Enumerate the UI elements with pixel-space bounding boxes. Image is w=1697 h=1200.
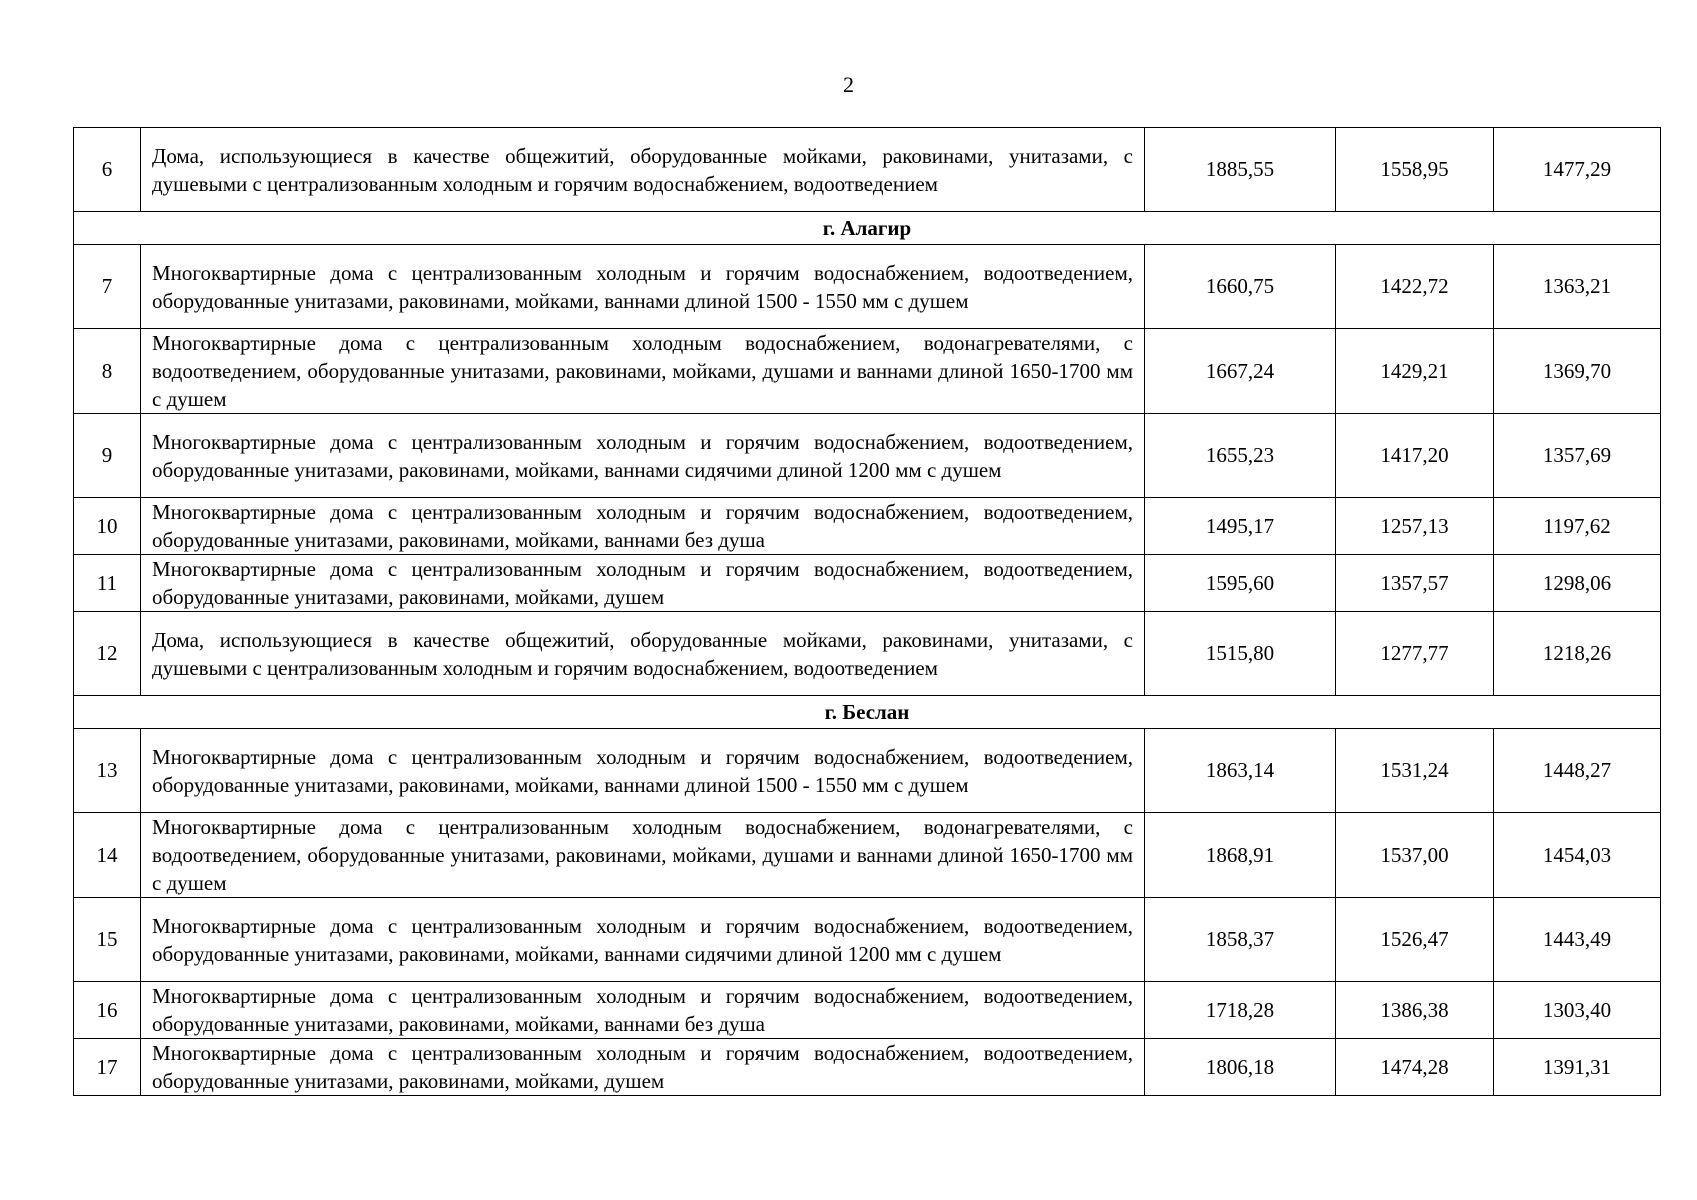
row-number: 17: [74, 1039, 141, 1096]
row-number: 14: [74, 813, 141, 898]
row-description: Дома, использующиеся в качестве общежитий, оборудованные мойками, раковинами, унитазами, с душевыми с централизованным холодным и горячим водоснабжением, водоотведением: [141, 612, 1145, 696]
row-value-1: 1863,14: [1145, 729, 1336, 813]
row-number: 10: [74, 498, 141, 555]
row-number: 16: [74, 982, 141, 1039]
table-row: [74, 128, 1661, 212]
row-number: 9: [74, 414, 141, 498]
row-value-3: 1477,29: [1494, 128, 1661, 212]
tariff-table-body: [74, 128, 1661, 1096]
row-description: Дома, использующиеся в качестве общежитий, оборудованные мойками, раковинами, унитазами, с душевыми с централизованным холодным и горячим водоснабжением, водоотведением: [141, 128, 1145, 212]
table-row: [74, 414, 1661, 498]
section-title: г. Алагир: [74, 212, 1661, 245]
row-value-2: 1474,28: [1336, 1039, 1494, 1096]
row-value-1: 1660,75: [1145, 245, 1336, 329]
section-title: г. Беслан: [74, 696, 1661, 729]
row-description: Многоквартирные дома с централизованным холодным и горячим водоснабжением, водоотведением, оборудованные унитазами, раковинами, мойками, ваннами длиной 1500 - 1550 мм с душем: [141, 245, 1145, 329]
row-number: 7: [74, 245, 141, 329]
table-row: [74, 555, 1661, 612]
row-value-1: 1655,23: [1145, 414, 1336, 498]
row-value-1: 1806,18: [1145, 1039, 1336, 1096]
row-value-3: 1448,27: [1494, 729, 1661, 813]
section-header-row: [74, 696, 1661, 729]
table-row: [74, 982, 1661, 1039]
row-value-3: 1298,06: [1494, 555, 1661, 612]
row-value-1: 1667,24: [1145, 329, 1336, 414]
row-value-3: 1303,40: [1494, 982, 1661, 1039]
row-description: Многоквартирные дома с централизованным холодным и горячим водоснабжением, водоотведением, оборудованные унитазами, раковинами, мойками, ваннами без душа: [141, 498, 1145, 555]
table-row: [74, 329, 1661, 414]
row-number: 12: [74, 612, 141, 696]
row-description: Многоквартирные дома с централизованным холодным и горячим водоснабжением, водоотведением, оборудованные унитазами, раковинами, мойками, ваннами сидячими длиной 1200 мм с душем: [141, 414, 1145, 498]
row-description: Многоквартирные дома с централизованным холодным водоснабжением, водонагревателями, с водоотведением, оборудованные унитазами, раковинами, мойками, душами и ваннами длиной 1650-1700 мм с душем: [141, 329, 1145, 414]
row-value-3: 1391,31: [1494, 1039, 1661, 1096]
table-row: [74, 898, 1661, 982]
row-value-1: 1885,55: [1145, 128, 1336, 212]
row-value-2: 1422,72: [1336, 245, 1494, 329]
row-value-2: 1526,47: [1336, 898, 1494, 982]
table-row: [74, 813, 1661, 898]
page-number: 2: [843, 72, 854, 97]
row-value-1: 1858,37: [1145, 898, 1336, 982]
row-value-1: 1515,80: [1145, 612, 1336, 696]
table-row: [74, 245, 1661, 329]
row-value-2: 1537,00: [1336, 813, 1494, 898]
row-value-2: 1558,95: [1336, 128, 1494, 212]
table-row: [74, 612, 1661, 696]
row-value-3: 1218,26: [1494, 612, 1661, 696]
row-value-1: 1868,91: [1145, 813, 1336, 898]
row-value-2: 1386,38: [1336, 982, 1494, 1039]
row-number: 6: [74, 128, 141, 212]
row-value-1: 1595,60: [1145, 555, 1336, 612]
row-number: 8: [74, 329, 141, 414]
row-value-3: 1363,21: [1494, 245, 1661, 329]
row-value-3: 1197,62: [1494, 498, 1661, 555]
row-number: 15: [74, 898, 141, 982]
row-value-3: 1443,49: [1494, 898, 1661, 982]
row-description: Многоквартирные дома с централизованным холодным и горячим водоснабжением, водоотведением, оборудованные унитазами, раковинами, мойками, душем: [141, 1039, 1145, 1096]
row-value-2: 1429,21: [1336, 329, 1494, 414]
section-header-row: [74, 212, 1661, 245]
row-description: Многоквартирные дома с централизованным холодным и горячим водоснабжением, водоотведением, оборудованные унитазами, раковинами, мойками, душем: [141, 555, 1145, 612]
row-value-3: 1454,03: [1494, 813, 1661, 898]
row-value-1: 1495,17: [1145, 498, 1336, 555]
row-description: Многоквартирные дома с централизованным холодным и горячим водоснабжением, водоотведением, оборудованные унитазами, раковинами, мойками, ваннами сидячими длиной 1200 мм с душем: [141, 898, 1145, 982]
row-value-2: 1277,77: [1336, 612, 1494, 696]
tariff-table: [73, 127, 1661, 1096]
row-description: Многоквартирные дома с централизованным холодным и горячим водоснабжением, водоотведением, оборудованные унитазами, раковинами, мойками, ваннами длиной 1500 - 1550 мм с душем: [141, 729, 1145, 813]
row-value-1: 1718,28: [1145, 982, 1336, 1039]
row-value-2: 1357,57: [1336, 555, 1494, 612]
row-number: 13: [74, 729, 141, 813]
table-row: [74, 498, 1661, 555]
table-row: [74, 1039, 1661, 1096]
row-value-2: 1257,13: [1336, 498, 1494, 555]
row-value-3: 1369,70: [1494, 329, 1661, 414]
row-description: Многоквартирные дома с централизованным холодным и горячим водоснабжением, водоотведением, оборудованные унитазами, раковинами, мойками, ваннами без душа: [141, 982, 1145, 1039]
table-row: [74, 729, 1661, 813]
row-number: 11: [74, 555, 141, 612]
row-description: Многоквартирные дома с централизованным холодным водоснабжением, водонагревателями, с водоотведением, оборудованные унитазами, раковинами, мойками, душами и ваннами длиной 1650-1700 мм с душем: [141, 813, 1145, 898]
row-value-3: 1357,69: [1494, 414, 1661, 498]
row-value-2: 1531,24: [1336, 729, 1494, 813]
row-value-2: 1417,20: [1336, 414, 1494, 498]
